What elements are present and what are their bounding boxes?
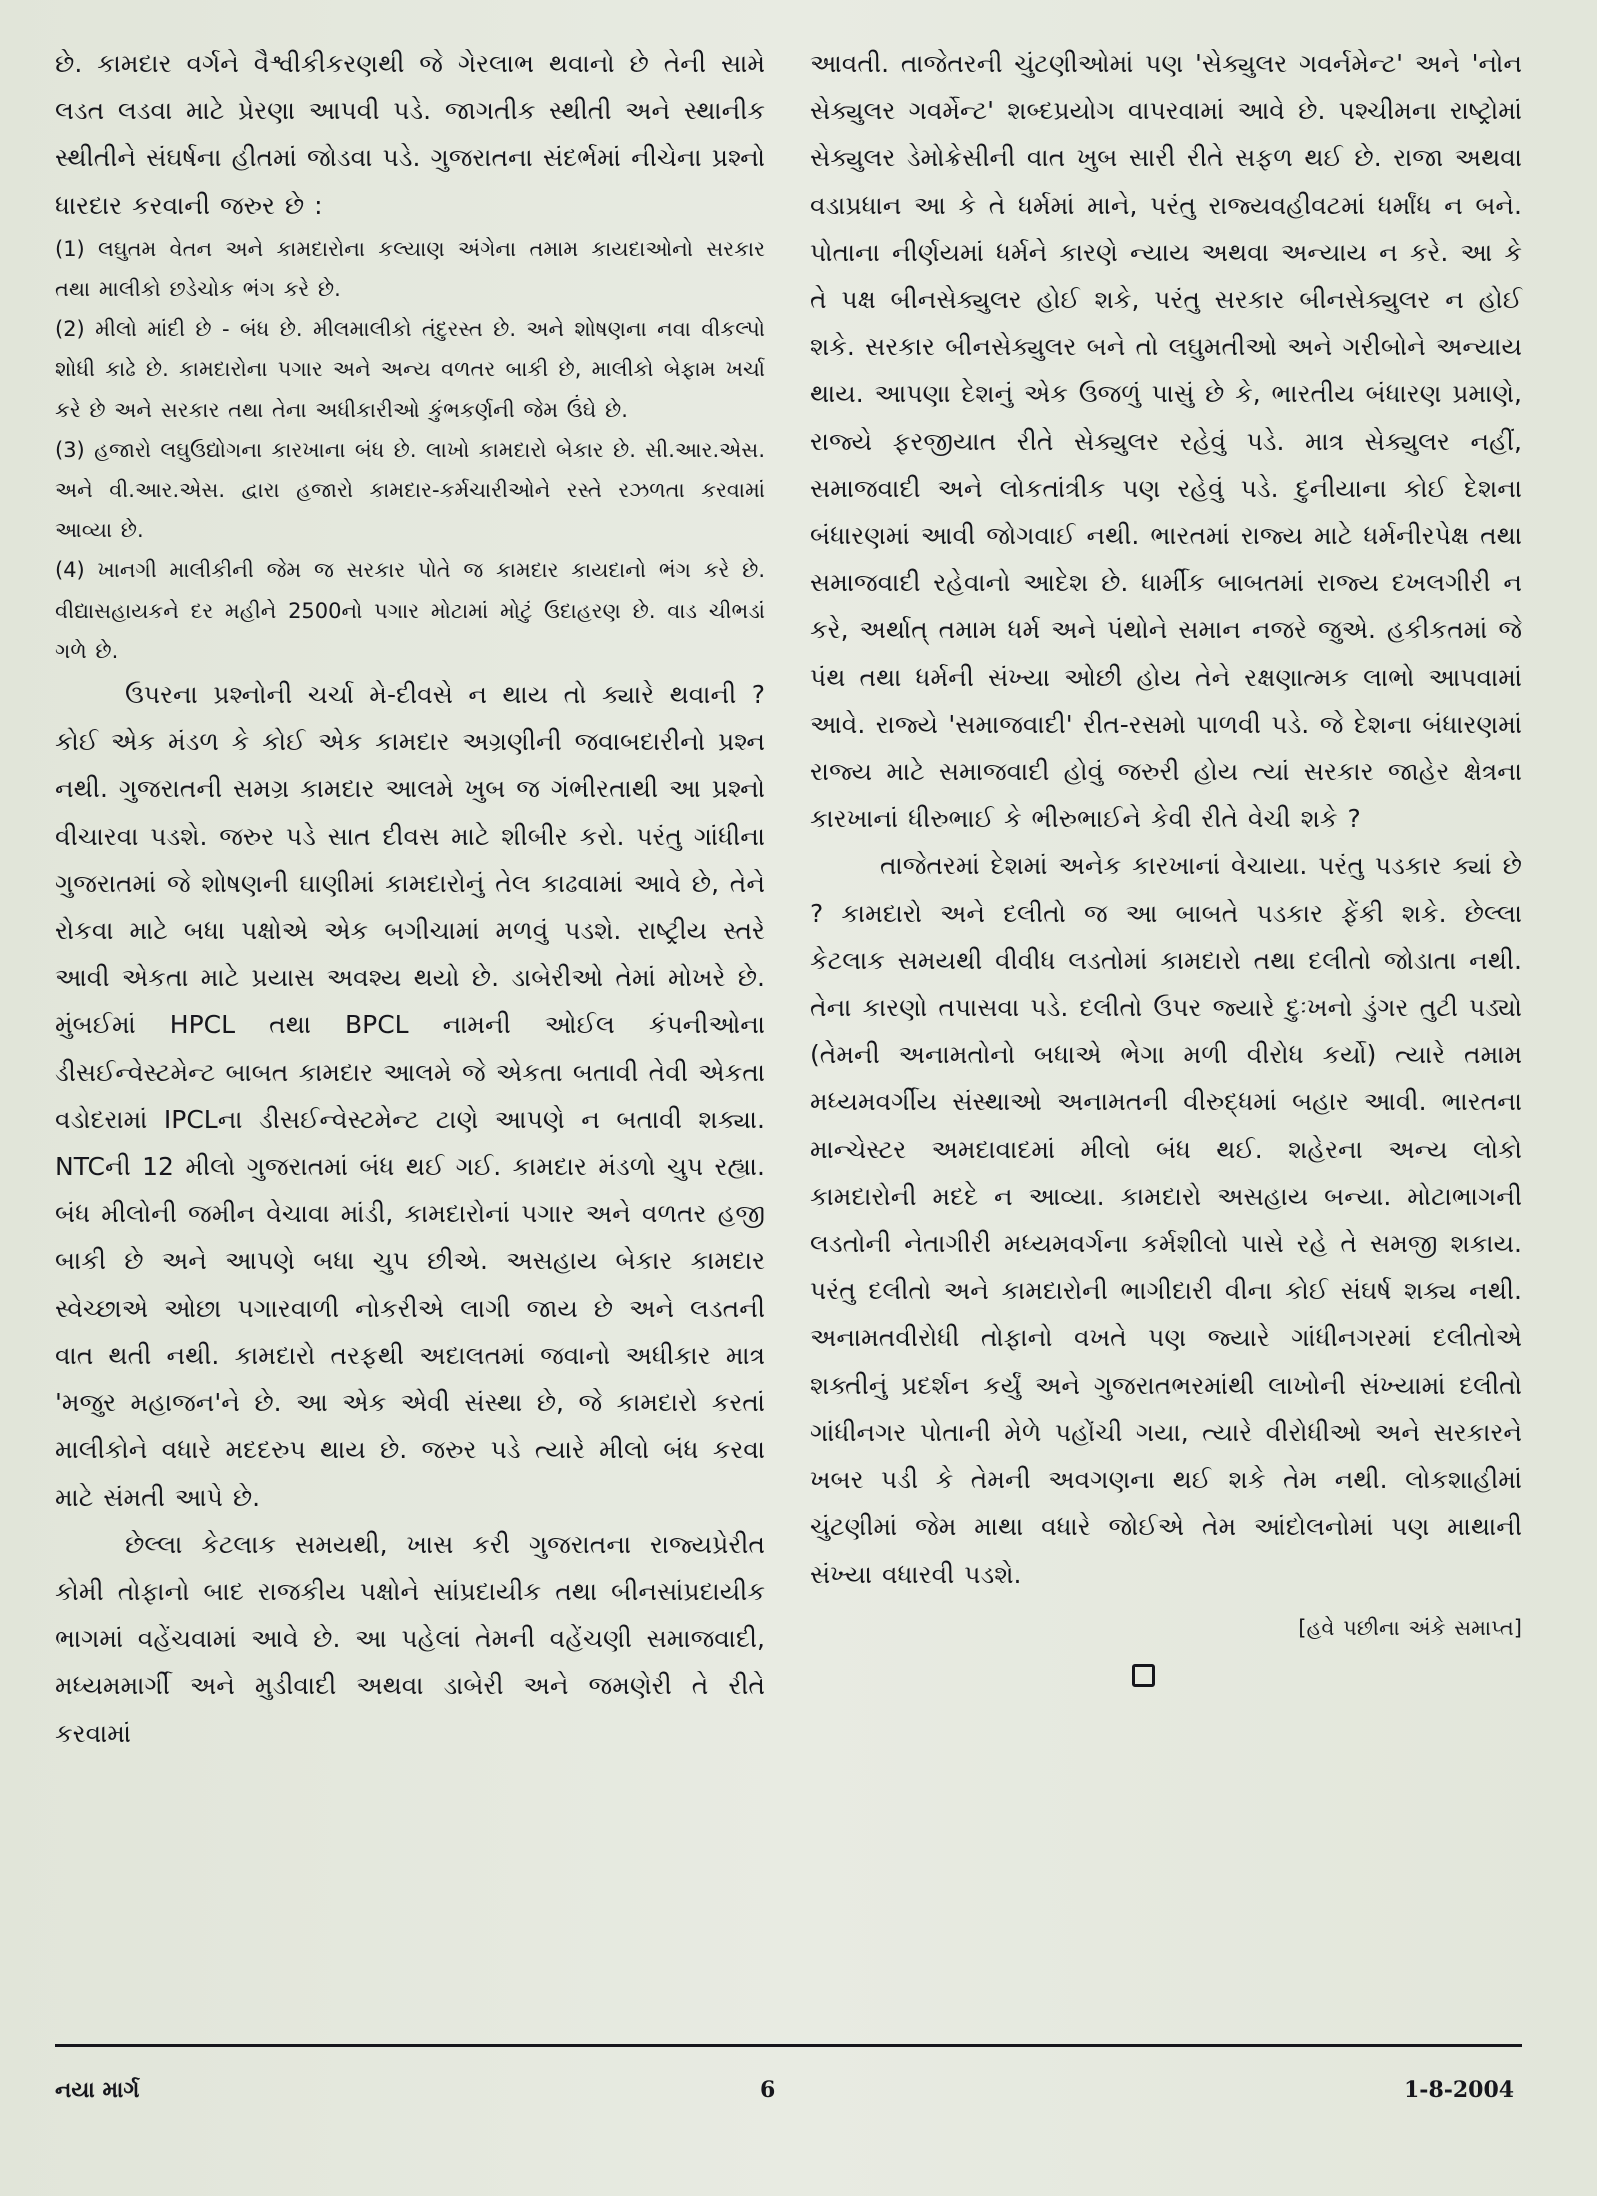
- issue-item-1: (1) લઘુતમ વેતન અને કામદારોના કલ્યાણ અંગેના તમામ કાયદાઓનો સરકાર તથા માલીકો છડેચોક ભંગ કરે છે.: [55, 236, 765, 302]
- issue-item-3: (3) હજારો લઘુઉદ્યોગના કારખાના બંધ છે. લાખો કામદારો બેકાર છે. સી.આર.એસ. અને વી.આર.એસ. દ્વારા હજારો કામદાર-કર્મચારીઓને રસ્તે રઝળતા કરવામાં આવ્યા છે.: [55, 437, 765, 543]
- communal-riots-paragraph: છેલ્લા કેટલાક સમયથી, ખાસ કરી ગુજરાતના રાજ્યપ્રેરીત કોમી તોફાનો બાદ રાજકીય પક્ષોને સાંપ્રદાયીક તથા બીનસાંપ્રદાયીક ભાગમાં વહેંચવામાં આવે છે. આ પહેલાં તેમની વહેંચણી સમાજવાદી, મધ્યમમાર્ગી અને મુડીવાદી અથવા ડાબેરી અને જમણેરી તે રીતે કરવામાં: [55, 1529, 765, 1748]
- end-mark-icon: [1132, 1664, 1155, 1687]
- right-column: [810, 40, 1522, 1687]
- footer-divider: [55, 2044, 1522, 2047]
- page-number: 6: [760, 2077, 776, 2103]
- issue-item-4: (4) ખાનગી માલીકીની જેમ જ સરકાર પોતે જ કામદાર કાયદાનો ભંગ કરે છે. વીદ્યાસહાયકને દર મહીને 2500નો પગાર મોટામાં મોટું ઉદાહરણ છે. વાડ ચીભડાં ગળે છે.: [55, 558, 765, 663]
- secular-government-paragraph: આવતી. તાજેતરની ચુંટણીઓમાં પણ 'સેક્યુલર ગવર્નમેન્ટ' અને 'નોન સેક્યુલર ગવર્મેન્ટ' શબ્દપ્રયોગ વાપરવામાં આવે છે. પશ્ચીમના રાષ્ટ્રોમાં સેક્યુલર ડેમોક્રેસીની વાત ખુબ સારી રીતે સફળ થઈ છે. રાજા અથવા વડાપ્રધાન આ કે તે ધર્મમાં માને, પરંતુ રાજ્યવહીવટમાં ધર્માંધ ન બને. પોતાના નીર્ણયમાં ધર્મને કારણે ન્યાય અથવા અન્યાય ન કરે. આ કે તે પક્ષ બીનસેક્યુલર હોઈ શકે, પરંતુ સરકાર બીનસેક્યુલર ન હોઈ શકે. સરકાર બીનસેક્યુલર બને તો લઘુમતીઓ અને ગરીબોને અન્યાય થાય. આપણા દેશનું એક ઉજળું પાસું છે કે, ભારતીય બંધારણ પ્રમાણે, રાજ્યે ફરજીયાત રીતે સેક્યુલર રહેવું પડે. માત્ર સેક્યુલર નહીં, સમાજવાદી અને લોકતાંત્રીક પણ રહેવું પડે. દુનીયાના કોઈ દેશના બંધારણમાં આવી જોગવાઈ નથી. ભારતમાં રાજ્ય માટે ધર્મનીરપેક્ષ તથા સમાજવાદી રહેવાનો આદેશ છે. ધાર્મીક બાબતમાં રાજ્ય દખલગીરી ન કરે, અર્થાત્ તમામ ધર્મ અને પંથોને સમાન નજરે જુએ. હકીકતમાં જે પંથ તથા ધર્મની સંખ્યા ઓછી હોય તેને રક્ષણાત્મક લાભો આપવામાં આવે. રાજ્યે 'સમાજવાદી' રીત-રસમો પાળવી પડે. જે દેશના બંધારણમાં રાજ્ય માટે સમાજવાદી હોવું જરુરી હોય ત્યાં સરકાર જાહેર ક્ષેત્રના કારખાનાં ધીરુભાઈ કે ભીરુભાઈને કેવી રીતે વેચી શકે ?: [810, 49, 1522, 834]
- workers-dalits-paragraph: તાજેતરમાં દેશમાં અનેક કારખાનાં વેચાયા. પરંતુ પડકાર ક્યાં છે ? કામદારો અને દલીતો જ આ બાબતે પડકાર ફેંકી શકે. છેલ્લા કેટલાક સમયથી વીવીધ લડતોમાં કામદારો તથા દલીતો જોડાતા નથી. તેના કારણો તપાસવા પડે. દલીતો ઉપર જ્યારે દુઃખનો ડુંગર તુટી પડ્યો (તેમની અનામતોનો બધાએ ભેગા મળી વીરોધ કર્યો) ત્યારે તમામ મધ્યમવર્ગીય સંસ્થાઓ અનામતની વીરુદ્ધમાં બહાર આવી. ભારતના માન્ચેસ્ટર અમદાવાદમાં મીલો બંધ થઈ. શહેરના અન્ય લોકો કામદારોની મદદે ન આવ્યા. કામદારો અસહાય બન્યા. મોટાભાગની લડતોની નેતાગીરી મધ્યમવર્ગના કર્મશીલો પાસે રહે તે સમજી શકાય. પરંતુ દલીતો અને કામદારોની ભાગીદારી વીના કોઈ સંઘર્ષ શક્ય નથી. અનામતવીરોધી તોફાનો વખતે પણ જ્યારે ગાંધીનગરમાં દલીતોએ શક્તીનું પ્રદર્શન કર્યું અને ગુજરાતભરમાંથી લાખોની સંખ્યામાં દલીતો ગાંધીનગર પોતાની મેળે પહોંચી ગયા, ત્યારે વીરોધીઓ અને સરકારને ખબર પડી કે તેમની અવગણના થઈ શકે તેમ નથી. લોકશાહીમાં ચુંટણીમાં જેમ માથા વધારે જોઈએ તેમ આંદોલનોમાં પણ માથાની સંખ્યા વધારવી પડશે.: [810, 851, 1522, 1589]
- continued-note: [હવે પછીના અંકે સમાપ્ત]: [1298, 1615, 1522, 1640]
- issue-date: 1-8-2004: [1404, 2077, 1515, 2103]
- may-day-paragraph: ઉપરના પ્રશ્નોની ચર્ચા મે-દીવસે ન થાય તો ક્યારે થવાની ? કોઈ એક મંડળ કે કોઈ એક કામદાર અગ્રણીની જવાબદારીનો પ્રશ્ન નથી. ગુજરાતની સમગ્ર કામદાર આલમે ખુબ જ ગંભીરતાથી આ પ્રશ્નો વીચારવા પડશે. જરુર પડે સાત દીવસ માટે શીબીર કરો. પરંતુ ગાંધીના ગુજરાતમાં જે શોષણની ઘાણીમાં કામદારોનું તેલ કાઢવામાં આવે છે, તેને રોકવા માટે બધા પક્ષોએ એક બગીચામાં મળવું પડશે. રાષ્ટ્રીય સ્તરે આવી એકતા માટે પ્રયાસ અવશ્ય થયો છે. ડાબેરીઓ તેમાં મોખરે છે. મુંબઈમાં HPCL તથા BPCL નામની ઓઈલ કંપનીઓના ડીસઈન્વેસ્ટમેન્ટ બાબત કામદાર આલમે જે એકતા બતાવી તેવી એકતા વડોદરામાં IPCLના ડીસઈન્વેસ્ટમેન્ટ ટાણે આપણે ન બતાવી શક્યા. NTCની 12 મીલો ગુજરાતમાં બંધ થઈ ગઈ. કામદાર મંડળો ચુપ રહ્યા. બંધ મીલોની જમીન વેચાવા માંડી, કામદારોનાં પગાર અને વળતર હજી બાકી છે અને આપણે બધા ચુપ છીએ. અસહાય બેકાર કામદાર સ્વેચ્છાએ ઓછા પગારવાળી નોકરીએ લાગી જાય છે અને લડતની વાત થતી નથી. કામદારો તરફથી અદાલતમાં જવાનો અધીકાર માત્ર 'મજુર મહાજન'ને છે. આ એક એવી સંસ્થા છે, જે કામદારો કરતાં માલીકોને વધારે મદદરુપ થાય છે. જરુર પડે ત્યારે મીલો બંધ કરવા માટે સંમતી આપે છે.: [55, 680, 765, 1512]
- left-column: [55, 40, 765, 1757]
- issue-item-2: (2) મીલો માંદી છે - બંધ છે. મીલમાલીકો તંદુરસ્ત છે. અને શોષણના નવા વીકલ્પો શોધી કાઢે છે. કામદારોના પગાર અને અન્ય વળતર બાકી છે, માલીકો બેફામ ખર્ચા કરે છે અને સરકાર તથા તેના અધીકારીઓ કુંભકર્ણની જેમ ઉંઘે છે.: [55, 317, 765, 422]
- issue-list: [55, 229, 765, 671]
- intro-paragraph: છે. કામદાર વર્ગને વૈશ્વીકીકરણથી જે ગેરલાભ થવાનો છે તેની સામે લડત લડવા માટે પ્રેરણા આપવી પડે. જાગતીક સ્થીતી અને સ્થાનીક સ્થીતીને સંઘર્ષના હીતમાં જોડવા પડે. ગુજરાતના સંદર્ભમાં નીચેના પ્રશ્નો ધારદાર કરવાની જરુર છે :: [55, 49, 765, 220]
- magazine-name: નયા માર્ગ: [55, 2077, 140, 2103]
